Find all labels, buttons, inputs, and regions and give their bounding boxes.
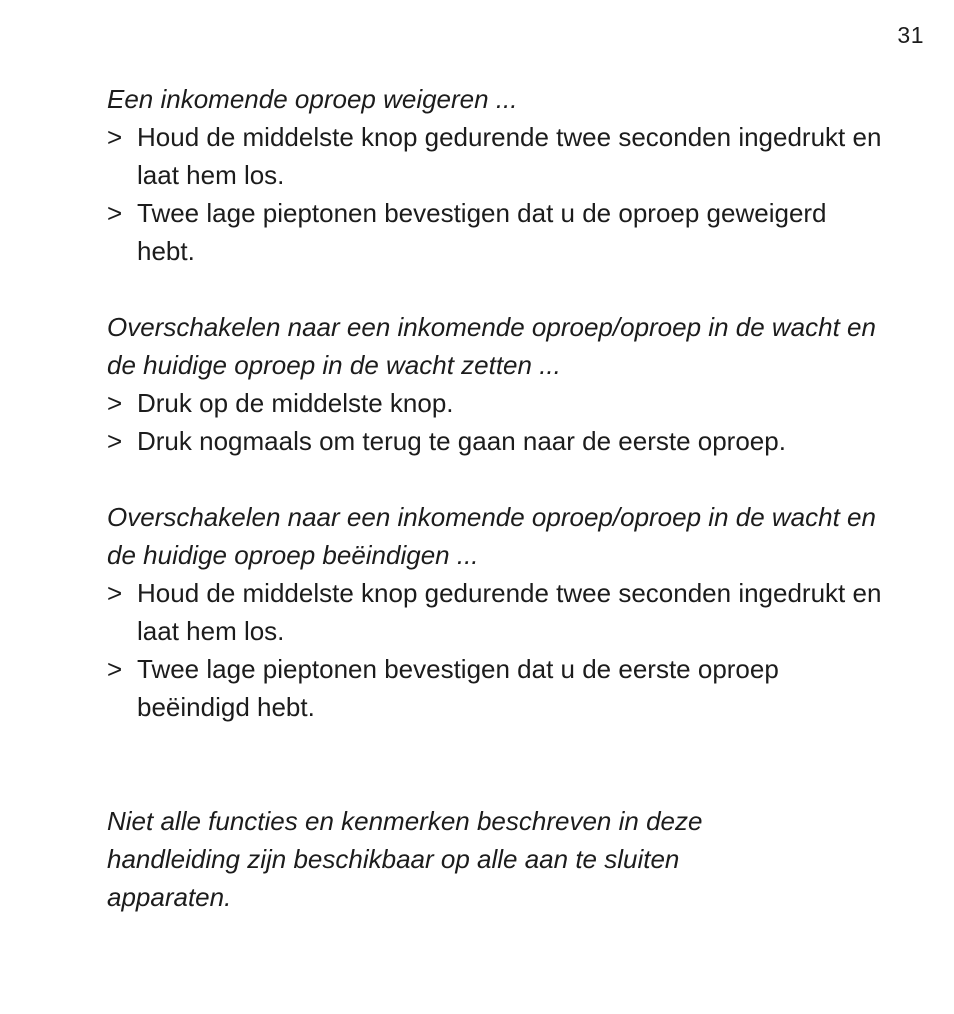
step-text: Houd de middelste knop gedurende twee seconden ingedrukt en laat hem los.	[137, 122, 882, 190]
step-marker: >	[107, 654, 123, 684]
step-marker: >	[107, 198, 123, 228]
section-switch-end	[107, 498, 887, 726]
step-item	[107, 118, 887, 194]
step-text: Twee lage pieptonen bevestigen dat u de oproep geweigerd hebt.	[137, 198, 827, 266]
section-reject-call	[107, 80, 887, 270]
step-list	[107, 118, 887, 270]
step-marker: >	[107, 578, 123, 608]
step-text: Druk op de middelste knop.	[137, 388, 454, 418]
section-heading: Overschakelen naar een inkomende oproep/oproep in de wacht en de huidige oproep in de wacht zetten ...	[107, 312, 876, 380]
section-heading: Een inkomende oproep weigeren ...	[107, 84, 518, 114]
step-item	[107, 650, 887, 726]
step-text: Twee lage pieptonen bevestigen dat u de eerste oproep beëindigd hebt.	[137, 654, 779, 722]
page-number: 31	[897, 22, 924, 48]
step-item	[107, 384, 887, 422]
step-item	[107, 574, 887, 650]
step-item	[107, 422, 887, 460]
section-heading: Overschakelen naar een inkomende oproep/oproep in de wacht en de huidige oproep beëindigen ...	[107, 502, 876, 570]
step-list	[107, 574, 887, 726]
step-list	[107, 384, 887, 460]
step-text: Druk nogmaals om terug te gaan naar de eerste oproep.	[137, 426, 786, 456]
section-switch-hold	[107, 308, 887, 460]
step-item	[107, 194, 887, 270]
step-text: Houd de middelste knop gedurende twee seconden ingedrukt en laat hem los.	[137, 578, 882, 646]
step-marker: >	[107, 426, 123, 456]
page-content	[107, 80, 887, 942]
footnote: Niet alle functies en kenmerken beschreven in deze handleiding zijn beschikbaar op alle aan te sluiten apparaten.	[107, 806, 703, 912]
step-marker: >	[107, 388, 123, 418]
step-marker: >	[107, 122, 123, 152]
